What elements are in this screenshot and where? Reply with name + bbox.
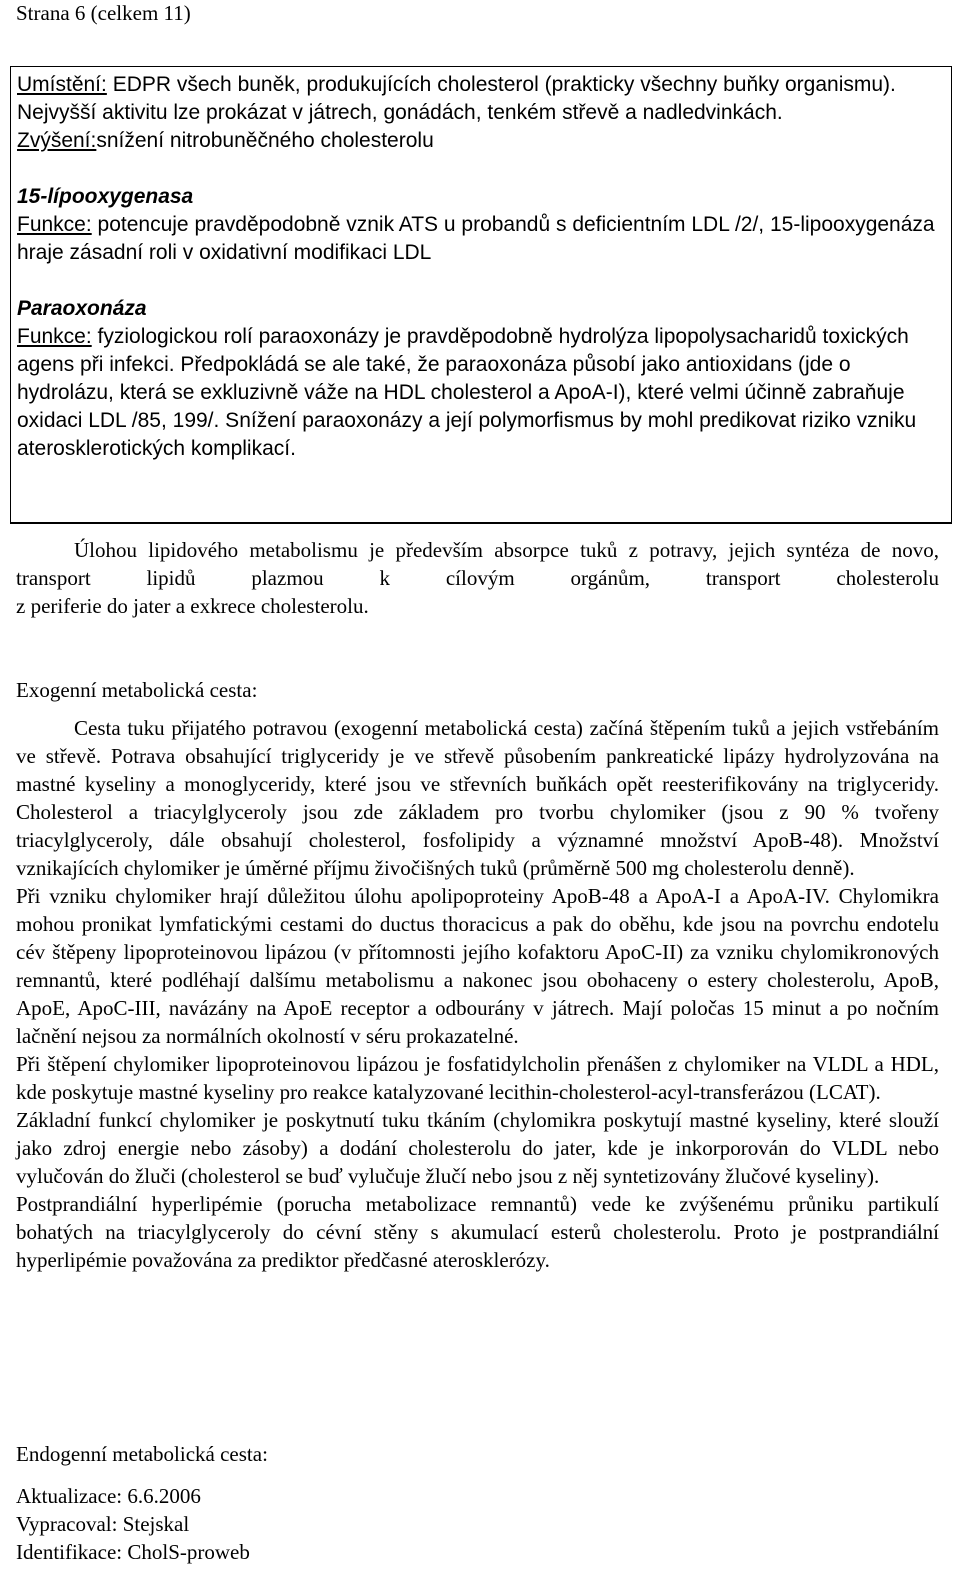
zvyseni-paragraph bbox=[17, 127, 942, 155]
footer-aktualizace: Aktualizace: 6.6.2006 bbox=[16, 1484, 201, 1508]
exogenni-paragraph-5: Postprandiální hyperlipémie (porucha metabolizace remnantů) vede ke zvýšenému průniku partikulí bohatých na triacylglyceroly do cévní stěny s akumulací esterů cholesterolu. Proto je postprandiální hyperlipémie považována za prediktor předčasné aterosklerózy. bbox=[16, 1192, 939, 1272]
paraoxonaza-heading: Paraoxonáza bbox=[17, 297, 147, 320]
page-number-header: Strana 6 (celkem 11) bbox=[16, 1, 191, 25]
lipooxygenasa-funkce-label: Funkce: bbox=[17, 213, 92, 236]
intro-line-1: Úlohou lipidového metabolismu je především absorpce tuků z potravy, jejich syntéza de novo, transport lipidů plazmou k cílovým orgánům, transport cholesterolu bbox=[16, 538, 939, 590]
paraoxonaza-funkce-label: Funkce: bbox=[17, 325, 92, 348]
umisteni-label: Umístění: bbox=[17, 73, 107, 96]
paraoxonaza-funkce-text: fyziologickou rolí paraoxonázy je pravděpodobně hydrolýza lipopolysacharidů toxických agens při infekci. Předpokládá se ale také, že paraoxonáza působí jako antioxidans (jde o hydrolázu, která se exkluzivně váže na HDL cholesterol a ApoA-I), které velmi účinně zabraňuje oxidaci LDL /85, 199/. Snížení paraoxonázy a její polymorfismus by mohl predikovat riziko vzniku aterosklerotických komplikací. bbox=[17, 325, 917, 460]
exogenni-section bbox=[16, 714, 939, 1274]
exogenni-paragraph-3: Při štěpení chylomiker lipoproteinovou lipázou je fosfatidylcholin přenášen z chylomiker na VLDL a HDL, kde poskytuje mastné kyseliny pro reakce katalyzované lecithin-cholesterol-acyl-transferázou (LCAT). bbox=[16, 1052, 939, 1104]
intro-section bbox=[16, 536, 939, 620]
spacer bbox=[17, 267, 942, 295]
spacer bbox=[17, 155, 942, 183]
zvyseni-text: snížení nitrobuněčného cholesterolu bbox=[96, 129, 434, 152]
intro-line-2: z periferie do jater a exkrece cholesterolu. bbox=[16, 594, 369, 618]
paraoxonaza-funkce bbox=[17, 323, 942, 463]
zvyseni-label: Zvýšení: bbox=[17, 129, 97, 152]
lipooxygenasa-heading: 15-lípooxygenasa bbox=[17, 185, 194, 208]
footer-vypracoval: Vypracoval: Stejskal bbox=[16, 1512, 190, 1536]
umisteni-paragraph bbox=[17, 71, 942, 127]
exogenni-heading: Exogenní metabolická cesta: bbox=[16, 678, 258, 702]
lipooxygenasa-funkce bbox=[17, 211, 942, 267]
info-box-content bbox=[17, 71, 942, 463]
info-box bbox=[10, 66, 952, 524]
endogenni-heading: Endogenní metabolická cesta: bbox=[16, 1442, 268, 1466]
exogenni-paragraph-4: Základní funkcí chylomiker je poskytnutí tuku tkáním (chylomikra poskytují mastné kyseliny, které slouží jako zdroj energie nebo zásoby) a dodání cholesterolu do jater, kde je inkorporován do VLDL nebo vylučován do žluči (cholesterol se buď vylučuje žlučí nebo jsou z něj syntetizovány žlučové kyseliny). bbox=[16, 1108, 939, 1188]
footer-identifikace: Identifikace: CholS-proweb bbox=[16, 1540, 250, 1564]
umisteni-text: EDPR všech buněk, produkujících cholesterol (prakticky všechny buňky organismu). Nejvyšší aktivitu lze prokázat v játrech, gonádách, tenkém střevě a nadledvinkách. bbox=[17, 73, 896, 124]
exogenni-paragraph-2: Při vzniku chylomiker hrají důležitou úlohu apolipoproteiny ApoB-48 a ApoA-I a ApoA-IV. Chylomikra mohou pronikat lymfatickými cestami do ductus thoracicus a pak do oběhu, kde jsou na povrchu endotelu cév štěpeny lipoproteinovou lipázou (v přítomnosti jejího kofaktoru ApoC-II) za vzniku chylomikronových remnantů, které podléhají dalšímu metabolismu a nakonec jsou obohaceny o estery cholesterolu, ApoB, ApoE, ApoC-III, navázány na ApoE receptor a odbourány v játrech. Mají poločas 15 minut a po nočním lačnění nejsou za normálních okolností v séru prokazatelné. bbox=[16, 884, 939, 1048]
exogenni-paragraph-1: Cesta tuku přijatého potravou (exogenní metabolická cesta) začíná štěpením tuků a jejich vstřebáním ve střevě. Potrava obsahující triglyceridy je ve střevě působením pankreatické lipázy hydrolyzována na mastné kyseliny a monoglyceridy, které jsou ve střevních buňkách opět reesterifikovány na triglyceridy. Cholesterol a triacylglyceroly jsou zde základem pro tvorbu chylomiker (jsou z 90 % tvořeny triacylglyceroly, dále obsahují cholesterol, fosfolipidy a významné množství ApoB-48). Množství vznikajících chylomiker je úměrné příjmu živočišných tuků (průměrně 500 mg cholesterolu denně). bbox=[16, 716, 939, 880]
lipooxygenasa-funkce-text: potencuje pravděpodobně vznik ATS u probandů s deficientním LDL /2/, 15-lipooxygenáza hraje zásadní roli v oxidativní modifikaci LDL bbox=[17, 213, 935, 264]
